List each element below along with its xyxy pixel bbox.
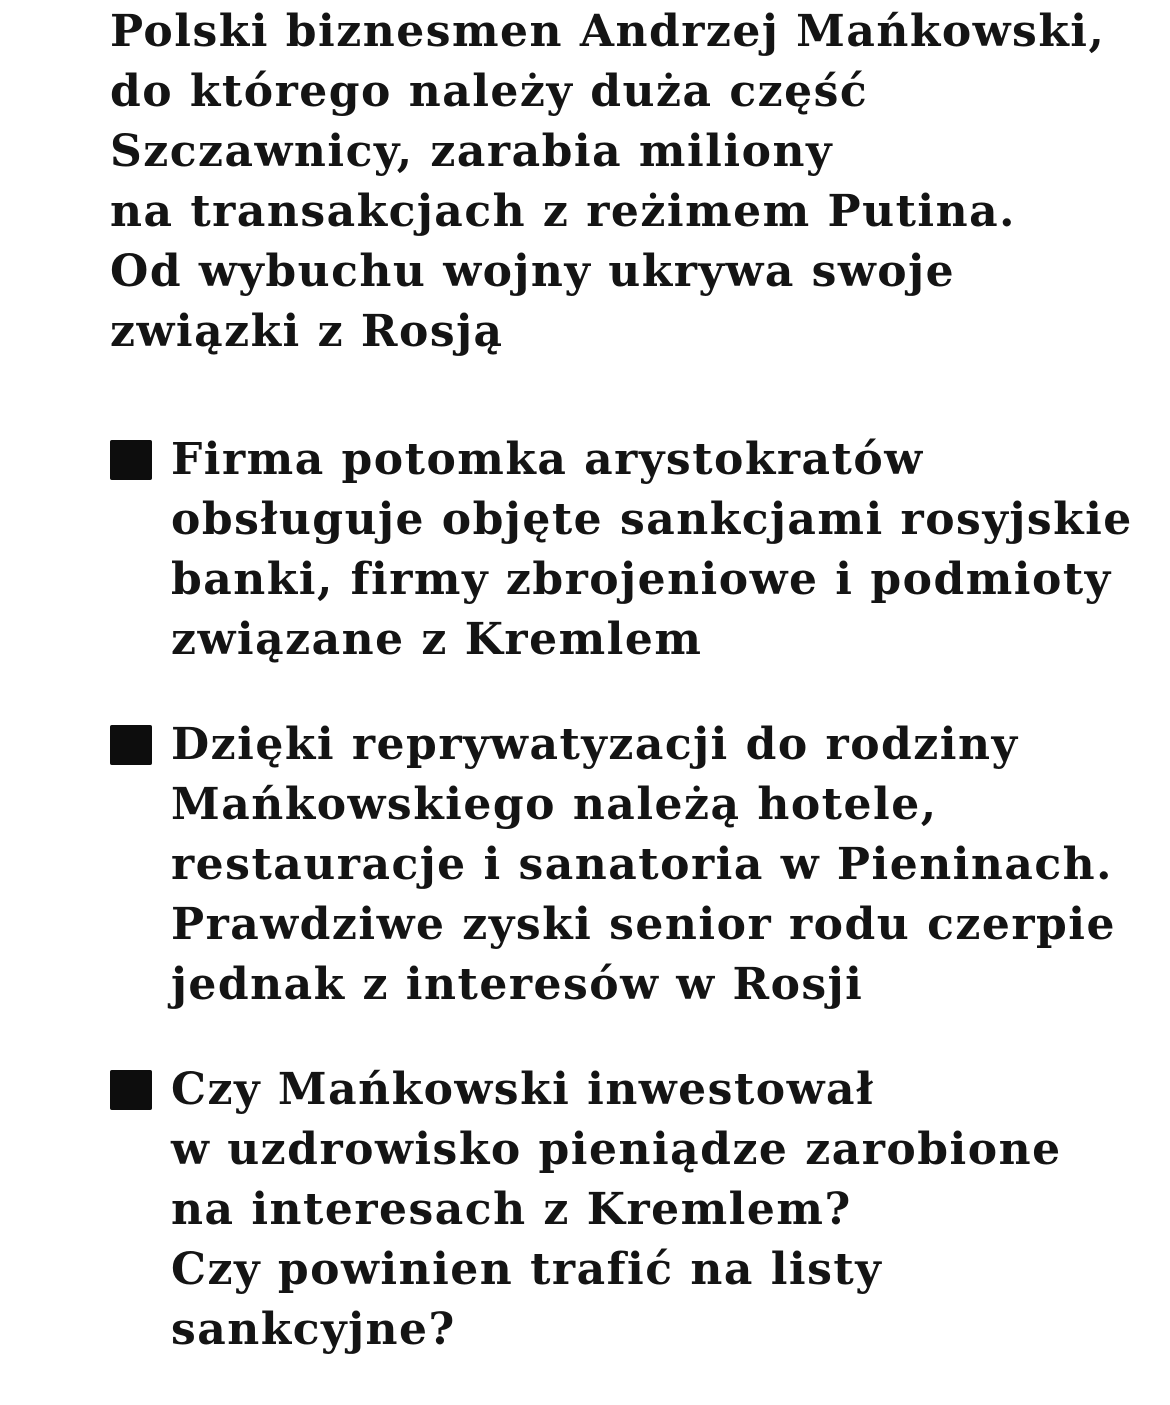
bullet-item [110,1060,1110,1360]
black-square-icon [110,440,152,480]
bullet-list [110,430,1133,1360]
bullet-line: Czy Mańkowski inwestował [171,1064,875,1115]
bullet-line: Czy powinien trafić na listy [171,1244,883,1295]
bullet-line: sankcyjne? [171,1304,456,1355]
black-square-icon [110,725,152,765]
bullet-line: banki, firmy zbrojeniowe i podmioty [171,554,1112,605]
lead-line: do którego należy duża część [110,66,869,117]
lead-line: związki z Rosją [110,306,504,357]
bullet-line: Firma potomka arystokratów [171,434,924,485]
lead-line: Szczawnicy, zarabia miliony [110,126,834,177]
bullet-item [110,715,1117,1015]
lead-line: Od wybuchu wojny ukrywa swoje [110,246,956,297]
lead-line: Polski biznesmen Andrzej Mańkowski, [110,6,1106,57]
bullet-line: Dzięki reprywatyzacji do rodziny [171,719,1019,770]
bullet-line: Mańkowskiego należą hotele, [171,779,938,830]
black-square-icon [110,1070,152,1110]
lead-paragraph [110,2,1110,362]
bullet-line: obsługuje objęte sankcjami rosyjskie [171,494,1133,545]
bullet-item [110,430,1133,670]
bullet-line: związane z Kremlem [171,614,703,665]
bullet-line: Prawdziwe zyski senior rodu czerpie [171,899,1117,950]
lead-line: na transakcjach z reżimem Putina. [110,186,1016,237]
bullet-line: restauracje i sanatoria w Pieninach. [171,839,1113,890]
bullet-line: jednak z interesów w Rosji [171,959,864,1010]
article-summary [110,2,1133,1405]
bullet-line: w uzdrowisko pieniądze zarobione [171,1124,1062,1175]
bullet-line: na interesach z Kremlem? [171,1184,852,1235]
